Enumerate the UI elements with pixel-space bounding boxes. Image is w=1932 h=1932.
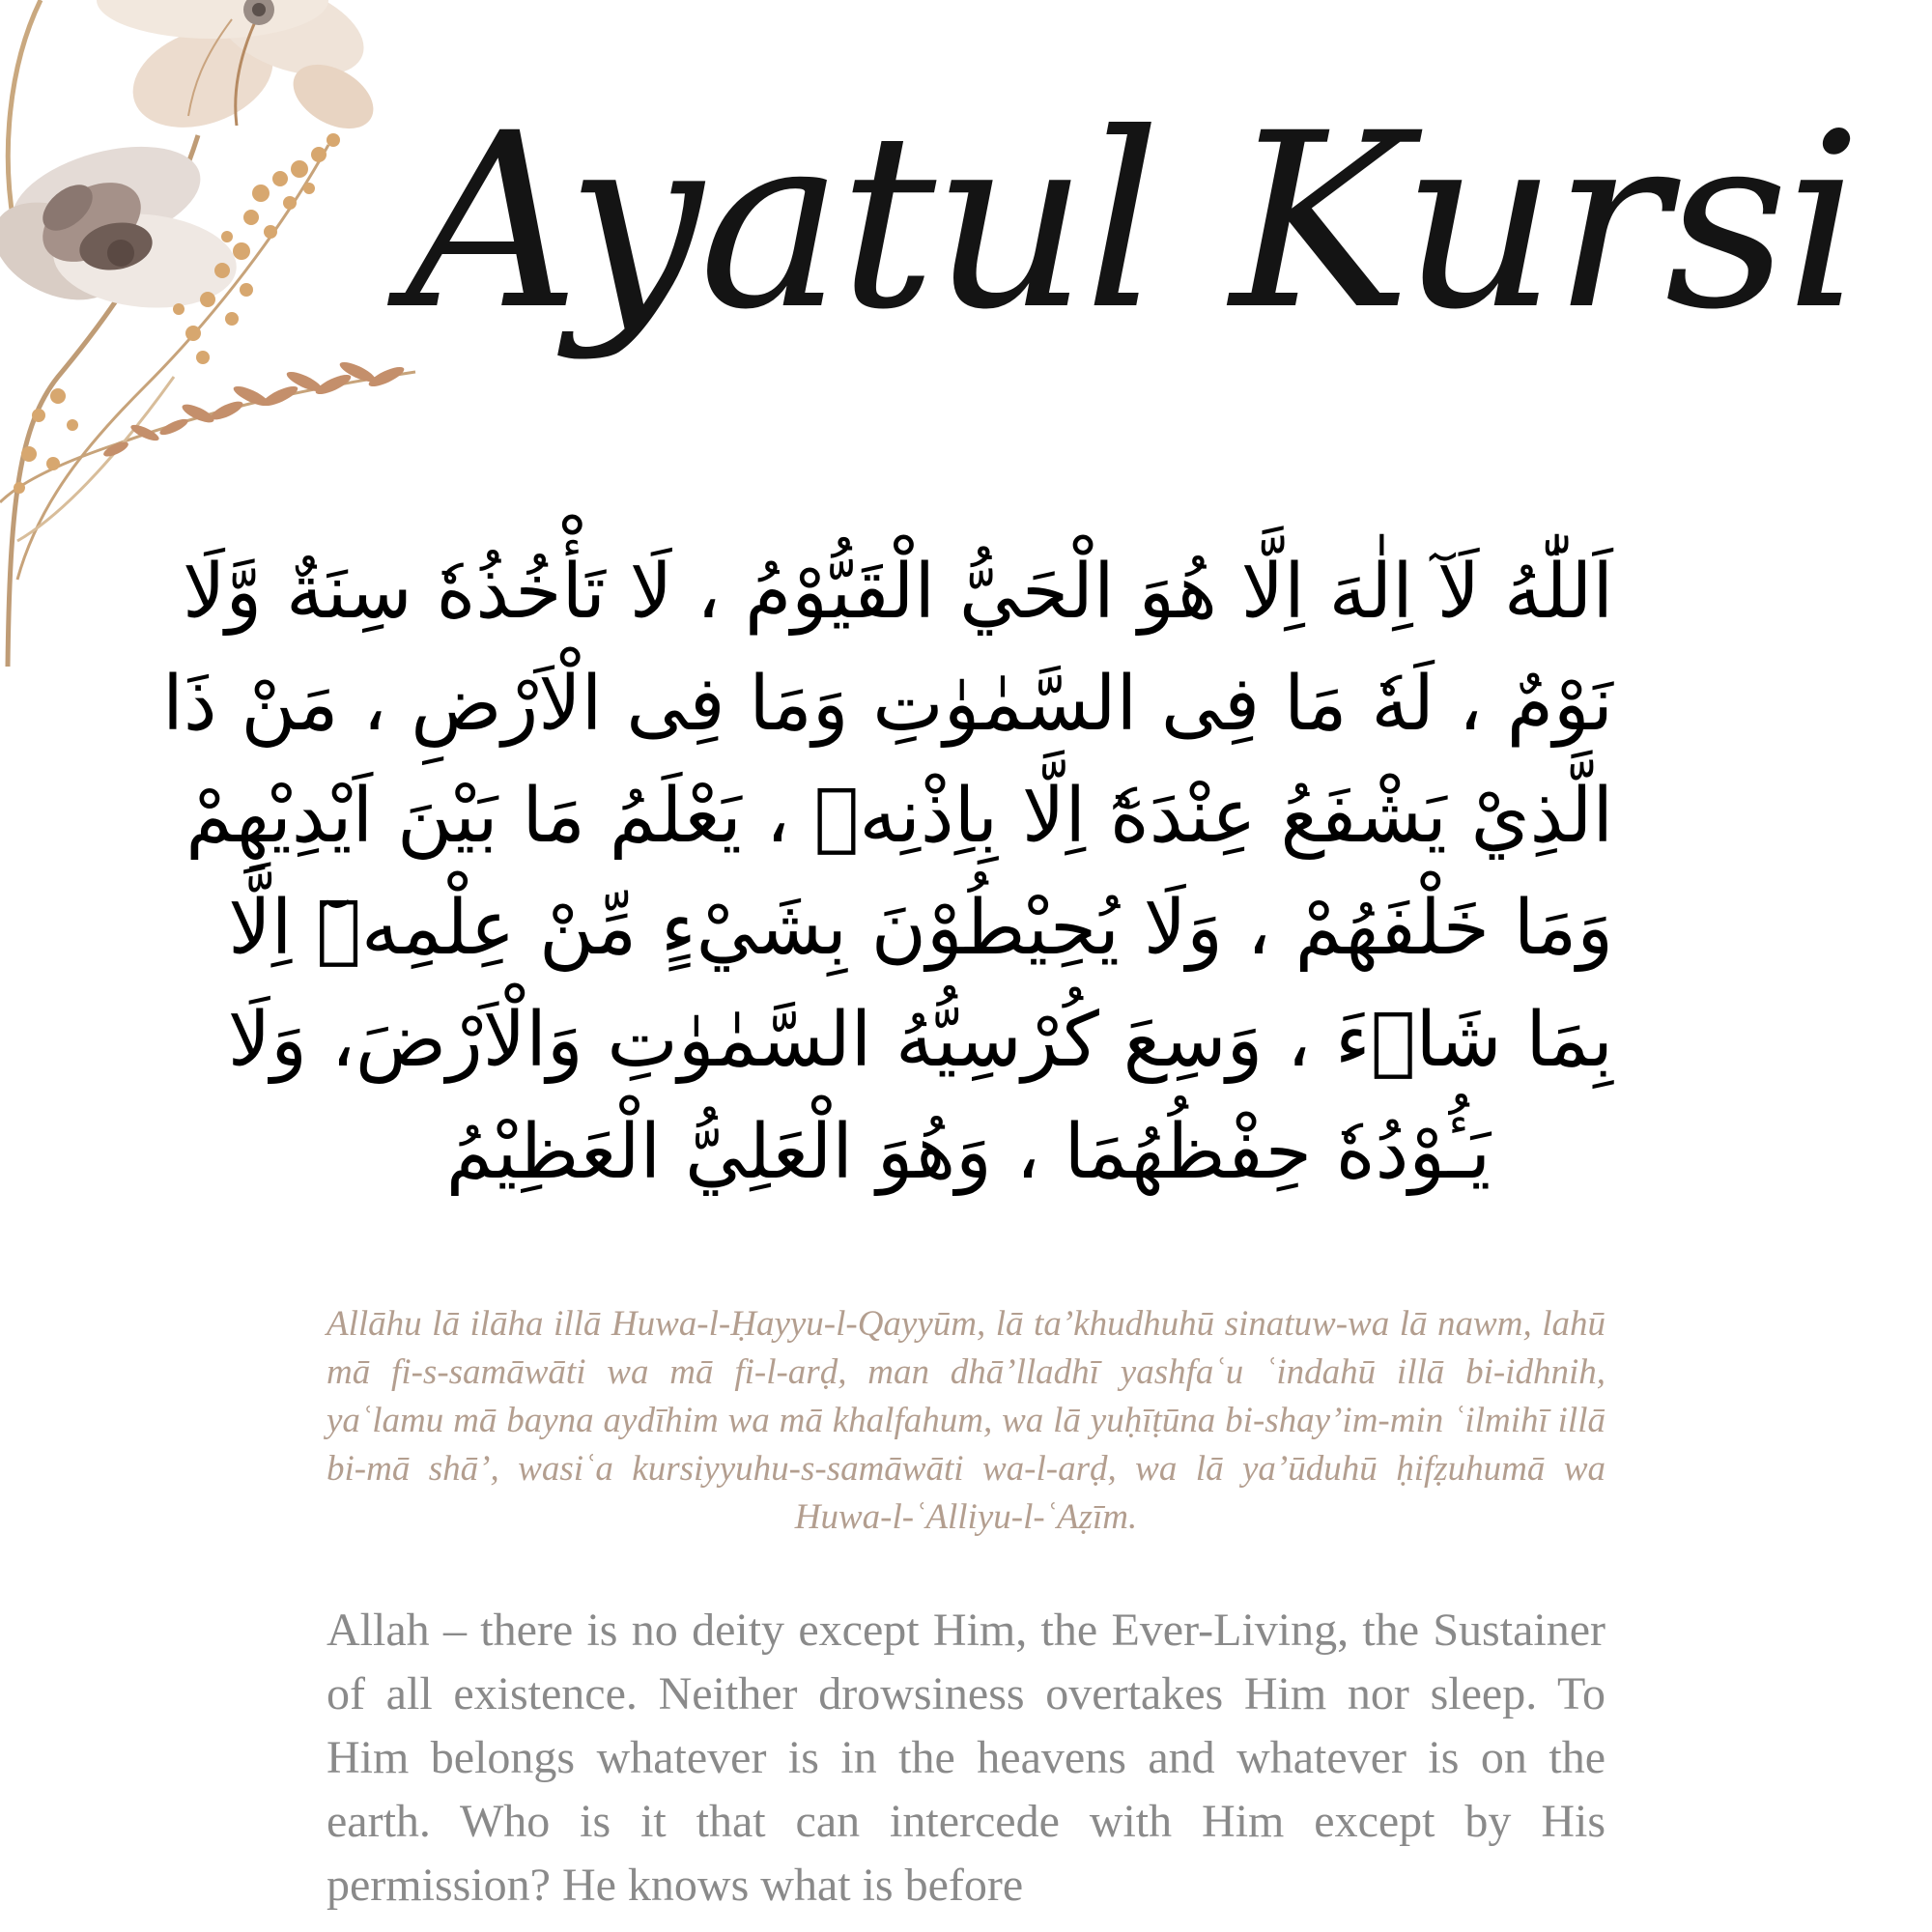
arabic-verse bbox=[162, 536, 1613, 1208]
arabic-line: الَّذِيْ يَشْفَعُ عِنْدَهٗٓ اِلَّا بِاِذْنِهٖ ، يَعْلَمُ مَا بَيْنَ اَيْدِيْهِمْ bbox=[185, 773, 1613, 860]
arabic-line: وَمَا خَلْفَهُمْ ، وَلَا يُحِيْطُوْنَ بِشَيْءٍ مِّنْ عِلْمِهٖٓ اِلَّا bbox=[228, 885, 1613, 972]
top-flower-icon bbox=[97, 0, 384, 146]
leaf-fronds-icon bbox=[101, 358, 406, 459]
transliteration-text: Allāhu lā ilāha illā Huwa-l-Ḥayyu-l-Qayyūm, lā ta’khudhuhū sinatuw-wa lā nawm, lahū mā fi-s-samāwāti wa mā fi-l-arḍ, man dhā’lladhī yashfaʿu ʿindahū illā bi-idhnih, yaʿlamu mā bayna aydīhim wa mā khalfahum, wa lā yuḥīṭūna bi-shay’im-min ʿilmihī illā bi-mā shā’, wasiʿa kursiyyuhu-s-samāwāti wa-l-arḍ, wa lā ya’ūduhū ḥifẓuhumā wa Huwa-l-ʿAlliyu-l-ʿAẓīm. bbox=[327, 1304, 1605, 1537]
arabic-line: يَـُٔوْدُهٗ حِفْظُهُمَا ، وَهُوَ الْعَلِيُّ الْعَظِيْمُ bbox=[445, 1109, 1492, 1196]
arabic-line: نَوْمٌ ، لَهٗ مَا فِى السَّمٰوٰتِ وَمَا فِى الْاَرْضِ ، مَنْ ذَا bbox=[162, 661, 1613, 748]
page-title: Ayatul Kursi bbox=[406, 81, 1859, 362]
dark-flower-icon bbox=[0, 128, 241, 320]
arabic-line: اَللّٰهُ لَآ اِلٰهَ اِلَّا هُوَ الْحَيُّ الْقَيُّوْمُ ، لَا تَأْخُذُهٗ سِنَةٌ وَّلَا bbox=[183, 549, 1613, 636]
translation-text: Allah – there is no deity except Him, the Ever-Living, the Sustainer of all existence. Neither drowsiness overtakes Him nor sleep. To Him belongs whatever is in the heavens and whatever is on the earth. Who is it that can intercede with Him except by His permission? He knows what is before bbox=[327, 1605, 1605, 1911]
arabic-line: بِمَا شَاۤءَ ، وَسِعَ كُرْسِيُّهُ السَّمٰوٰتِ وَالْاَرْضَ، وَلَا bbox=[227, 997, 1613, 1084]
